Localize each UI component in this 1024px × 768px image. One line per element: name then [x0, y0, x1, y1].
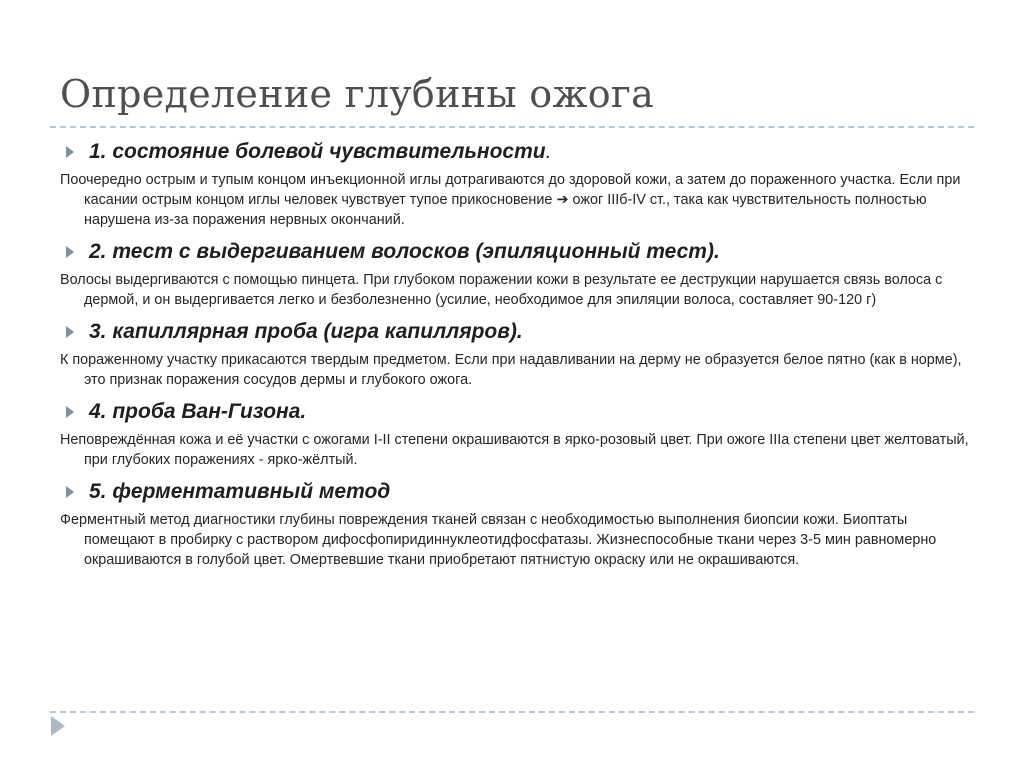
- right-arrow-icon: ➔: [556, 192, 569, 208]
- content-area: [60, 140, 970, 580]
- page-title: Определение глубины ожога: [60, 72, 655, 116]
- section-heading: [60, 400, 970, 424]
- section-heading: [60, 320, 970, 344]
- triangle-bullet-icon: [66, 146, 74, 158]
- section-body: К пораженному участку прикасаются твердым предметом. Если при надавливании на дерму не образуется белое пятно (как в норме), это признак поражения сосудов дермы и глубокого ожога.: [60, 352, 962, 388]
- top-divider: [50, 126, 974, 128]
- section-body: Неповреждённая кожа и её участки с ожогами I-II степени окрашиваются в ярко-розовый цвет. При ожоге IIIа степени цвет желтоватый, при глубоких поражениях - ярко-жёлтый.: [60, 432, 969, 468]
- triangle-footer-icon: [51, 716, 65, 736]
- section-enzymatic-method: [60, 480, 970, 570]
- section-pain-sensitivity: [60, 140, 970, 230]
- section-heading-text: 5. ферментативный метод: [89, 480, 391, 503]
- section-heading-text: 1. состояние болевой чувствительности.: [89, 140, 552, 163]
- section-heading-text: 3. капиллярная проба (игра капилляров).: [89, 320, 523, 343]
- section-heading: [60, 140, 970, 164]
- triangle-bullet-icon: [66, 246, 74, 258]
- section-heading-text: 4. проба Ван-Гизона.: [89, 400, 307, 423]
- triangle-bullet-icon: [66, 326, 74, 338]
- bottom-divider: [50, 711, 974, 713]
- section-heading: [60, 240, 970, 264]
- section-body: Поочередно острым и тупым концом инъекционной иглы дотрагиваются до здоровой кожи, а затем до пораженного участка. Если при касании острым концом иглы человек чувствует тупое прикосновение ➔ ожог IIIб-IV ст., така как чувствительность полностью нарушена из-за поражения нервных окончаний.: [60, 172, 961, 228]
- section-capillary-test: [60, 320, 970, 390]
- section-heading: [60, 480, 970, 504]
- section-van-gieson-test: [60, 400, 970, 470]
- section-body: Ферментный метод диагностики глубины повреждения тканей связан с необходимостью выполнения биопсии кожи. Биоптаты помещают в пробирку с раствором дифосфопиридиннуклеотидфосфатазы. Жизнеспособные ткани через 3-5 мин равномерно окрашиваются в голубой цвет. Омертвевшие ткани приобретают пятнистую окраску или не окрашиваются.: [60, 512, 937, 568]
- section-heading-text: 2. тест с выдергиванием волосков (эпиляционный тест).: [89, 240, 720, 263]
- section-hair-pull-test: [60, 240, 970, 310]
- section-body: Волосы выдергиваются с помощью пинцета. При глубоком поражении кожи в результате ее деструкции нарушается связь волоса с дермой, и он выдергивается легко и безболезненно (усилие, необходимое для эпиляции волоса, составляет 90-120 г): [60, 272, 943, 308]
- triangle-bullet-icon: [66, 406, 74, 418]
- triangle-bullet-icon: [66, 486, 74, 498]
